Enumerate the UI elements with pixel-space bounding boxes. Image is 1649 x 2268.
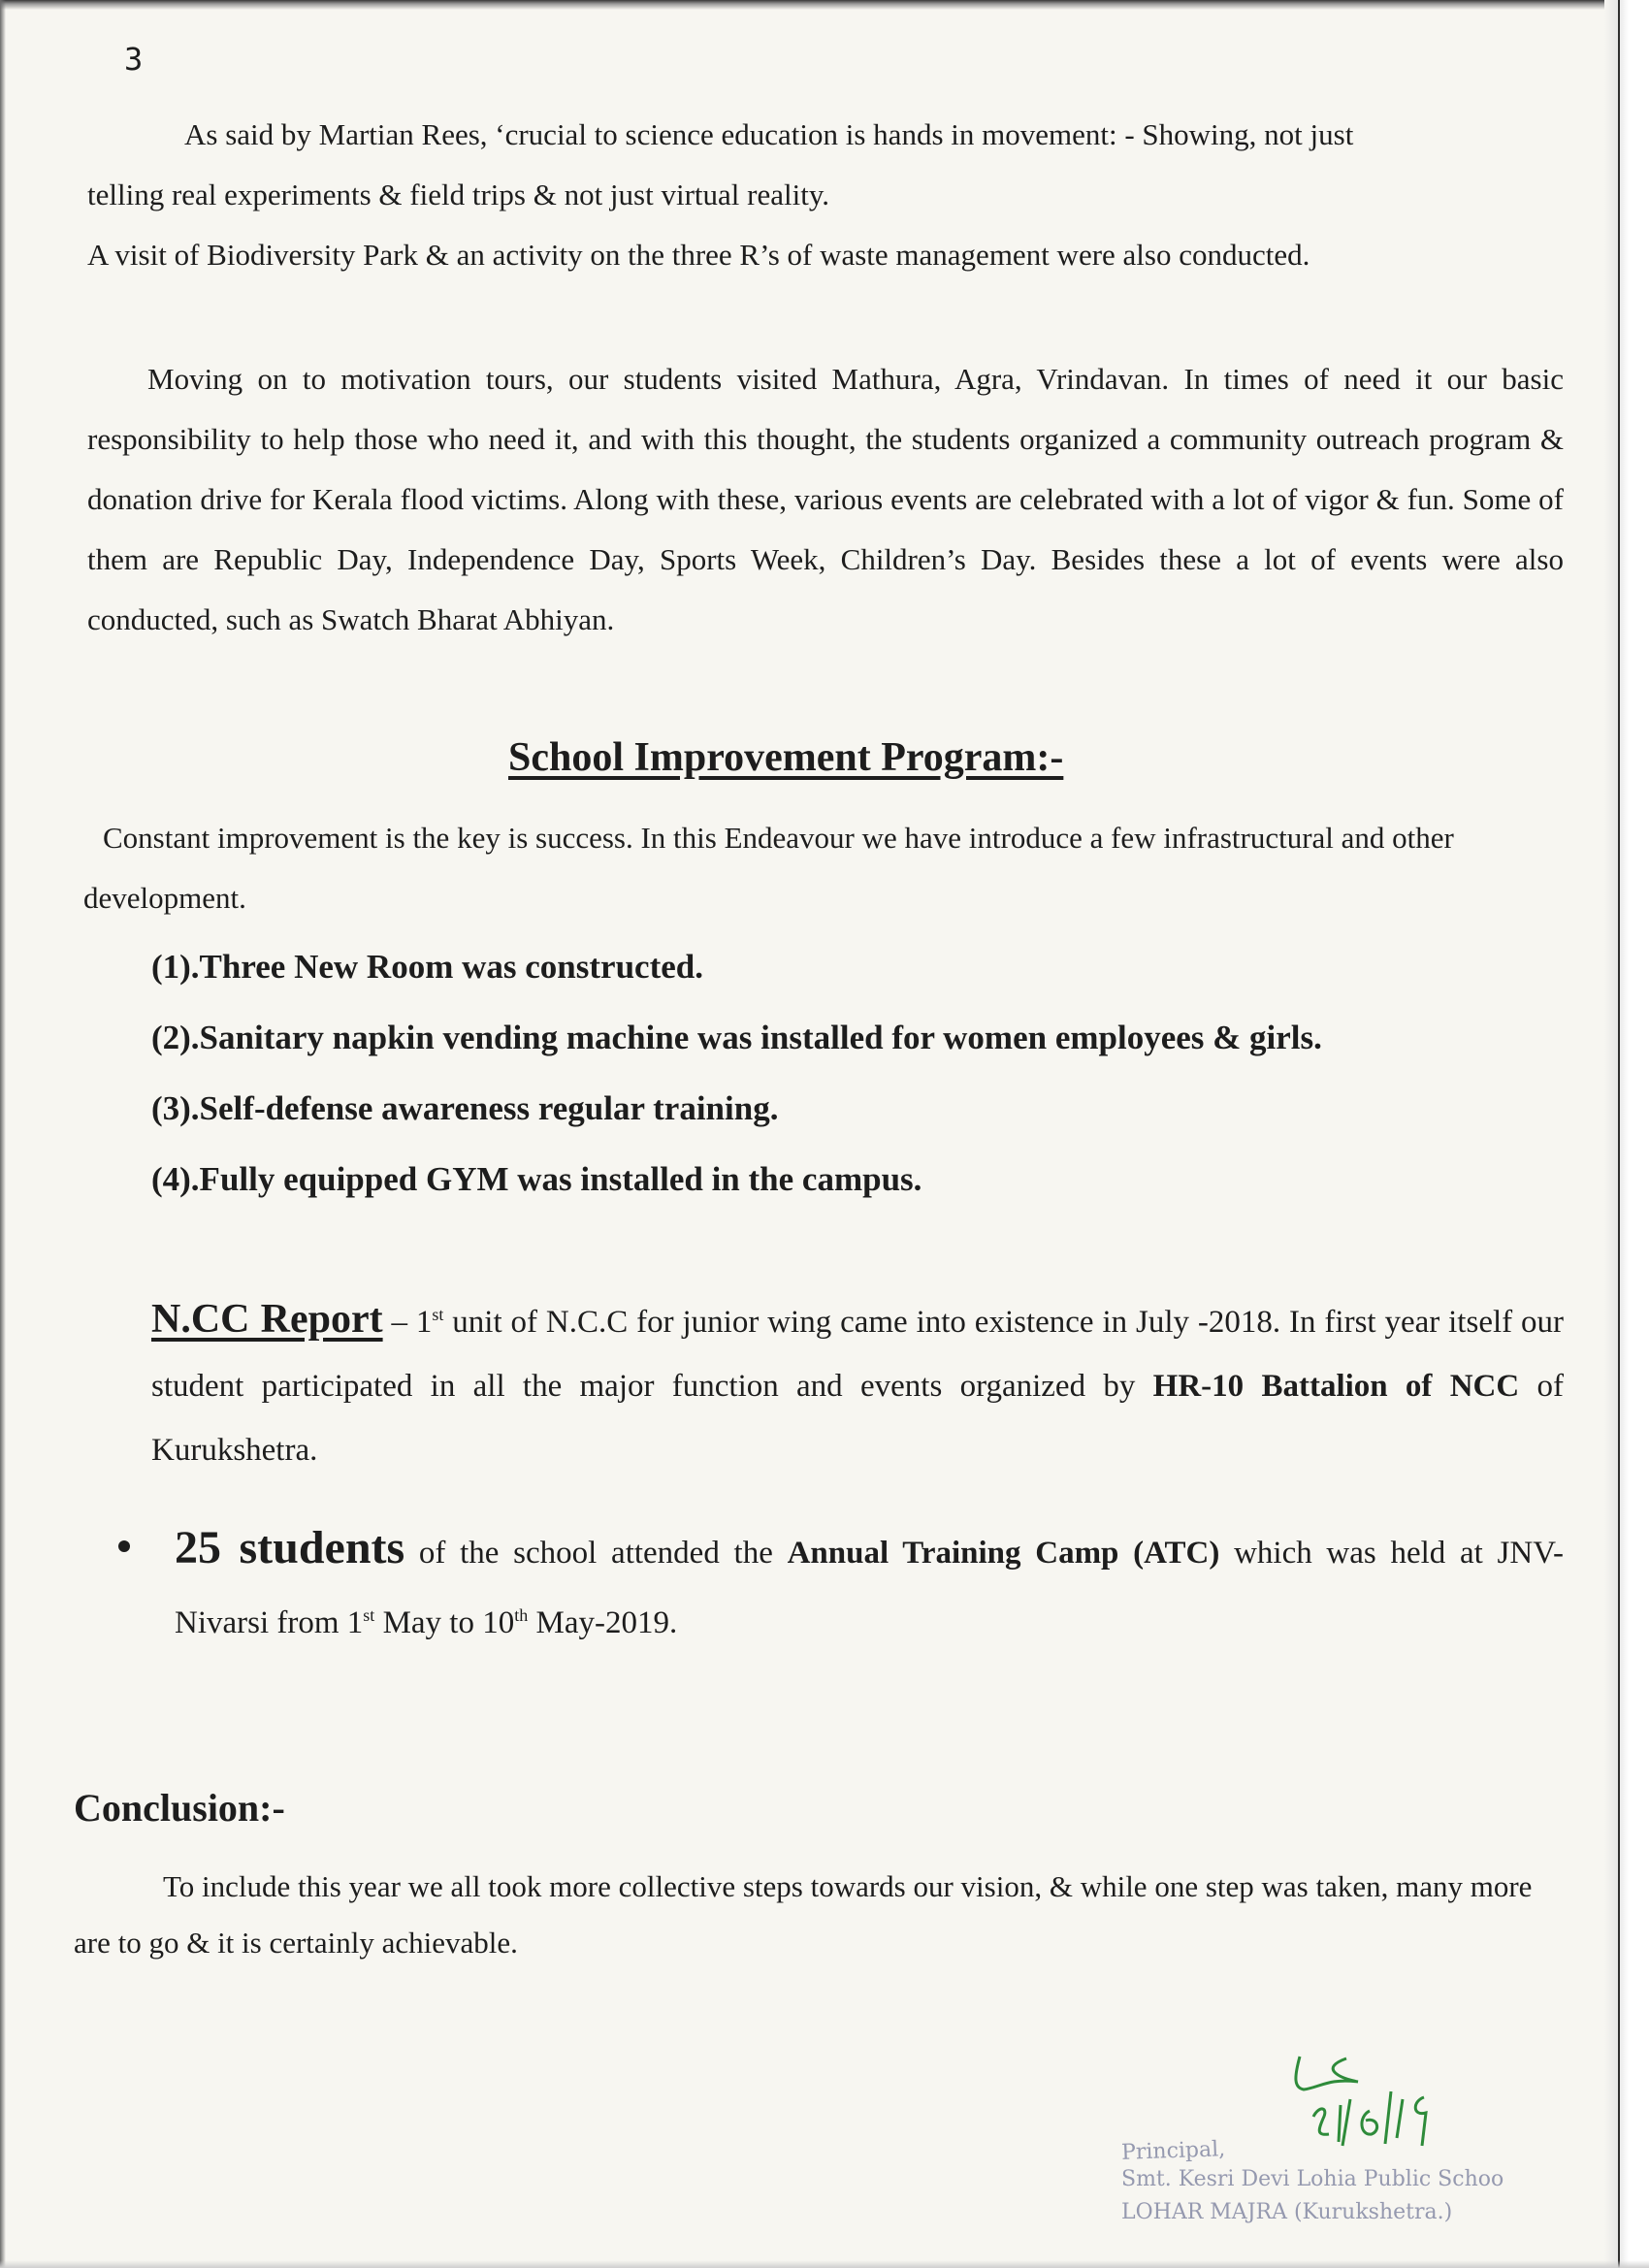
atc-text-1: of the school attended the (404, 1536, 788, 1571)
ncc-ordinal: 1 (415, 1305, 433, 1340)
stamp-line-1: Principal, (1120, 2137, 1226, 2165)
principal-stamp (1121, 2130, 1504, 2229)
ncc-report-heading: N.CC Report (151, 1297, 383, 1342)
conclusion-paragraph: To include this year we all took more collective steps towards our vision, & while one step was taken, many more are to go & it is certainly achievable. (74, 1869, 1533, 1960)
atc-text-2: which was held at JNV-Nivarsi from 1 (175, 1536, 1565, 1640)
scan-edge-top (0, 0, 1649, 10)
ncc-text-2: of Kurukshetra. (151, 1369, 1564, 1468)
stamp-line-3: LOHAR MAJRA (Kurukshetra.) (1121, 2200, 1453, 2224)
improvement-item-3: (3).Self-defense awareness regular training. (151, 1089, 779, 1127)
improvement-item-4: (4).Fully equipped GYM was installed in the campus. (151, 1160, 922, 1198)
conclusion-heading: Conclusion:- (74, 1786, 285, 1830)
atc-camp-name: Annual Training Camp (ATC) (787, 1536, 1220, 1571)
ncc-dash: – (382, 1305, 416, 1340)
stamp-line-2: Smt. Kesri Devi Lohia Public Schoo (1121, 2167, 1504, 2191)
intro-paragraph (87, 105, 1562, 285)
student-count: 25 students (175, 1522, 405, 1573)
scan-edge-right (1604, 0, 1649, 2268)
school-improvement-intro: Constant improvement is the key is success. In this Endeavour we have introduce a few infrastructural and other development. (83, 821, 1454, 915)
ncc-ordinal-suffix: st (432, 1305, 444, 1324)
page-number: 3 (124, 41, 144, 78)
school-improvement-heading: School Improvement Program:- (508, 735, 1064, 780)
atc-text-3: May to 10 (374, 1605, 515, 1640)
improvement-list (151, 931, 1322, 1215)
intro-line-3: A visit of Biodiversity Park & an activity on the three R’s of waste management were also conducted. (87, 238, 1310, 272)
ncc-battalion: HR-10 Battalion of NCC (1152, 1369, 1520, 1404)
atc-bullet (118, 1513, 1564, 1658)
intro-line-1: As said by Martian Rees, ‘crucial to science education is hands in movement: - Showing, not just (184, 117, 1354, 151)
scan-edge-left (0, 0, 6, 2268)
ncc-text-1: unit of N.C.C for junior wing came into existence in July -2018. In first year itself our student participated in all the major function and events organized by (151, 1305, 1564, 1404)
atc-sup-2: th (514, 1605, 529, 1625)
atc-text-4: May-2019. (528, 1605, 678, 1640)
atc-bullet-text (118, 1513, 1564, 1658)
activities-paragraph: Moving on to motivation tours, our students visited Mathura, Agra, Vrindavan. In times of need it our basic responsibility to help those who need it, and with this thought, the students organized a community outreach program & donation drive for Kerala flood victims. Along with these, various events are celebrated with a lot of vigor & fun. Some of them are Republic Day, Independence Day, Sports Week, Children’s Day. Besides these a lot of events were also conducted, such as Swatch Bharat Abhiyan. (87, 362, 1564, 636)
atc-sup-1: st (363, 1605, 375, 1625)
improvement-item-1: (1).Three New Room was constructed. (151, 948, 703, 986)
bullet-icon (118, 1540, 130, 1552)
ncc-report-paragraph (151, 1287, 1564, 1482)
scan-edge-bottom (0, 2260, 1649, 2268)
intro-line-2: telling real experiments & field trips & not just virtual reality. (87, 178, 830, 211)
improvement-item-2: (2).Sanitary napkin vending machine was installed for women employees & girls. (151, 1019, 1322, 1056)
